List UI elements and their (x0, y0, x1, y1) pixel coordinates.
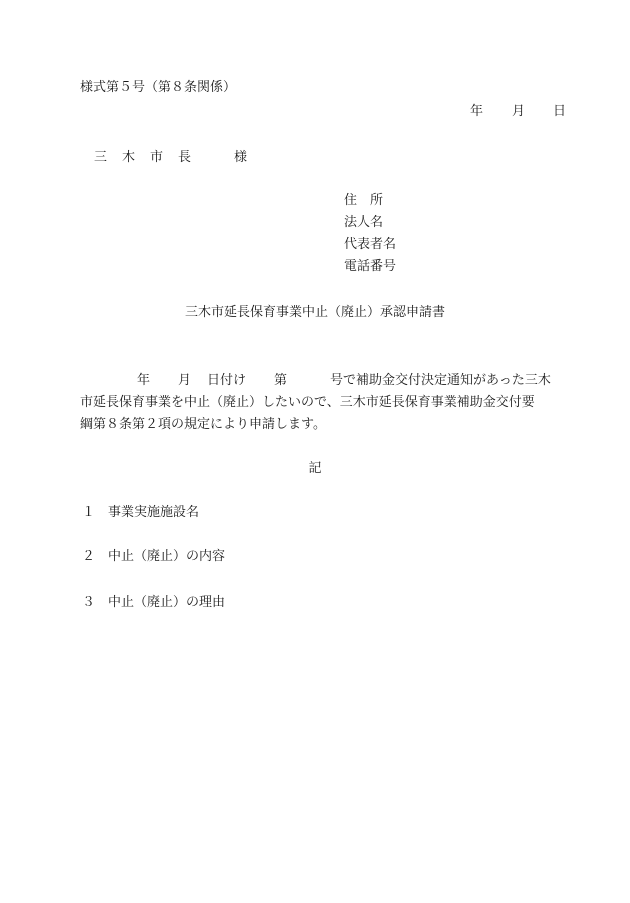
date-month: 月 (512, 104, 526, 119)
item-text: 事業実施施設名 (108, 505, 200, 520)
body-dai: 第 (274, 373, 288, 388)
item-text: 中止（廃止）の理由 (108, 595, 226, 610)
item-text: 中止（廃止）の内容 (108, 549, 226, 564)
body-line3: 綱第８条第２項の規定により申請します。 (80, 417, 326, 432)
date-year: 年 (470, 104, 484, 119)
addressee-char: 木 (122, 150, 136, 165)
ki-heading: 記 (308, 461, 322, 476)
addressee-honorific: 様 (234, 150, 248, 165)
body-month: 月 (178, 373, 192, 388)
item-number: ２ (82, 549, 96, 564)
addressee-char: 長 (178, 150, 192, 165)
body-line2: 市延長保育事業を中止（廃止）したいので、三木市延長保育事業補助金交付要 (80, 395, 535, 410)
date-day: 日 (553, 104, 567, 119)
item-number: １ (82, 505, 96, 520)
phone-label: 電話番号 (344, 259, 397, 274)
body-year: 年 (137, 373, 151, 388)
form-number: 様式第５号（第８条関係） (80, 80, 237, 95)
addressee-char: 三 (94, 150, 108, 165)
document-title: 三木市延長保育事業中止（廃止）承認申請書 (184, 305, 445, 320)
address-label: 住 所 (344, 193, 384, 208)
representative-label: 代表者名 (344, 237, 397, 252)
addressee-char: 市 (150, 150, 164, 165)
body-dated: 日付け (207, 373, 247, 388)
body-line1-rest: 号で補助金交付決定通知があった三木 (330, 373, 551, 388)
item-number: ３ (82, 595, 96, 610)
corporation-label: 法人名 (344, 215, 384, 230)
